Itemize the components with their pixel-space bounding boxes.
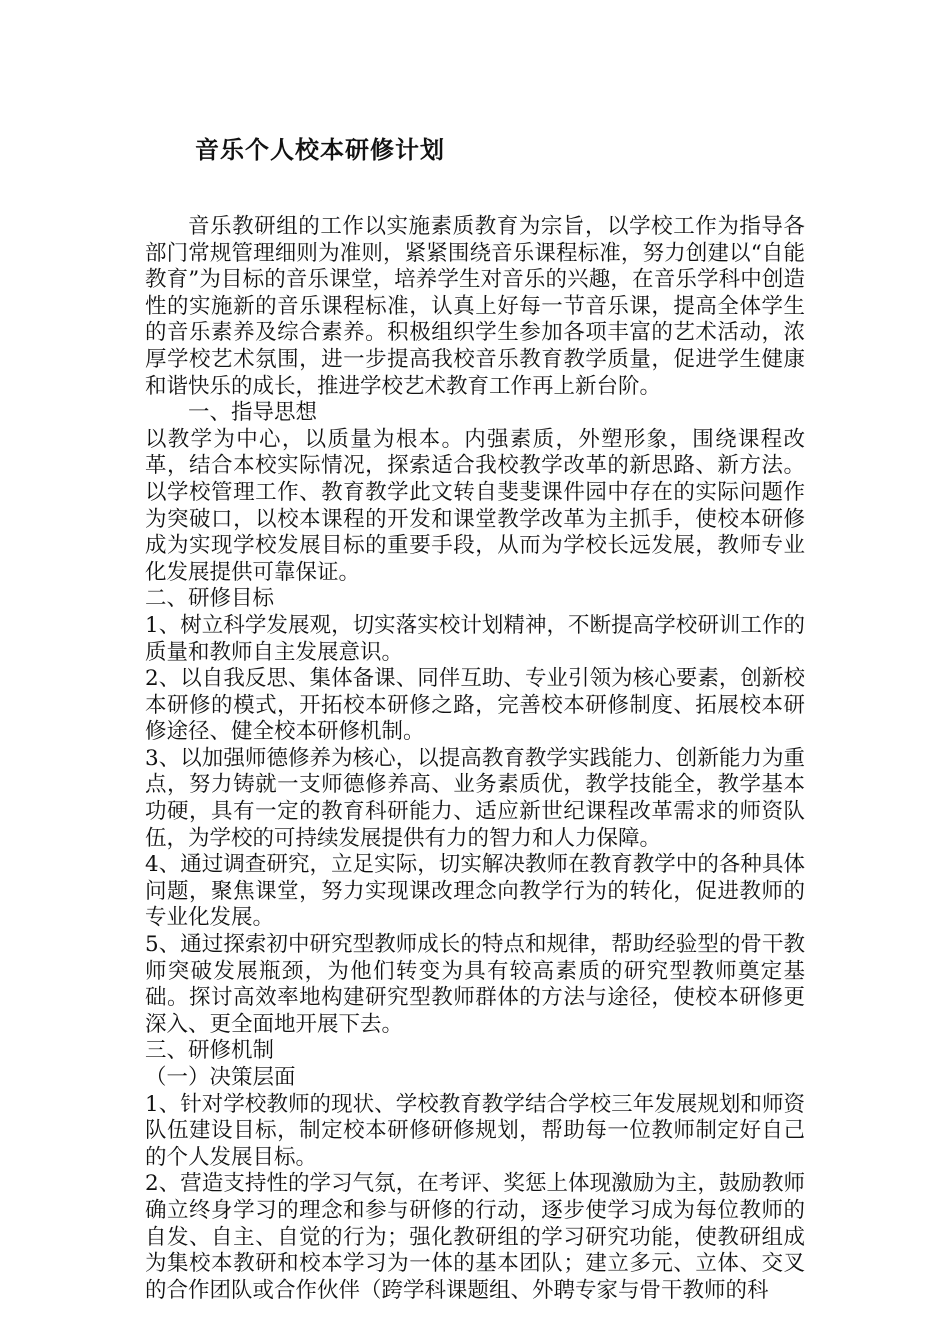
section-heading-study-goals: 二、研修目标 <box>145 586 275 612</box>
section-heading-study-mechanism: 三、研修机制 <box>145 1038 275 1064</box>
intro-paragraph: 音乐教研组的工作以实施素质教育为宗旨，以学校工作为指导各部门常规管理细则为准则，紧紧围绕音乐课程标准，努力创建以“自能教育”为目标的音乐课堂，培养学生对音乐的兴趣，在音乐学科中创造性的实施新的音乐课程标准，认真上好每一节音乐课，提高全体学生的音乐素养及综合素养。积极组织学生参加各项丰富的艺术活动，浓厚学校艺术氛围，进一步提高我校音乐教育教学质量，促进学生健康和谐快乐的成长，推进学校艺术教育工作再上新台阶。 <box>145 214 805 399</box>
mechanism-item-1: 1、针对学校教师的现状、学校教育教学结合学校三年发展规划和师资队伍建设目标，制定校本研修研修规划，帮助每一位教师制定好自己的个人发展目标。 <box>145 1091 805 1170</box>
goal-item-1: 1、树立科学发展观，切实落实校计划精神，不断提高学校研训工作的质量和教师自主发展意识。 <box>145 612 805 665</box>
goal-item-5: 5、通过探索初中研究型教师成长的特点和规律，帮助经验型的骨干教师突破发展瓶颈，为他们转变为具有较高素质的研究型教师奠定基础。探讨高效率地构建研究型教师群体的方法与途径，使校本研修更深入、更全面地开展下去。 <box>145 932 805 1037</box>
document-page <box>145 130 805 1304</box>
document-title: 音乐个人校本研修计划 <box>195 135 445 164</box>
goal-item-2: 2、以自我反思、集体备课、同伴互助、专业引领为核心要素，创新校本研修的模式，开拓校本研修之路，完善校本研修制度、拓展校本研修途径、健全校本研修机制。 <box>145 666 805 745</box>
guiding-ideology-paragraph: 以教学为中心，以质量为根本。内强素质，外塑形象，围绕课程改革，结合本校实际情况，探索适合我校教学改革的新思路、新方法。以学校管理工作、教育教学此文转自斐斐课件园中存在的实际问题作为突破口，以校本课程的开发和课堂教学改革为主抓手，使校本研修成为实现学校发展目标的重要手段，从而为学校长远发展，教师专业化发展提供可靠保证。 <box>145 426 805 585</box>
section-heading-guiding-ideology: 一、指导思想 <box>188 400 318 426</box>
goal-item-3: 3、以加强师德修养为核心，以提高教育教学实践能力、创新能力为重点，努力铸就一支师德修养高、业务素质优，教学技能全，教学基本功硬，具有一定的教育科研能力、适应新世纪课程改革需求的师资队伍，为学校的可持续发展提供有力的智力和人力保障。 <box>145 745 805 851</box>
goal-item-4: 4、通过调查研究，立足实际，切实解决教师在教育教学中的各种具体问题，聚焦课堂，努力实现课改理念向教学行为的转化，促进教师的专业化发展。 <box>145 852 805 931</box>
subsection-heading-decision-level: （一）决策层面 <box>145 1065 296 1090</box>
mechanism-item-2: 2、营造支持性的学习气氛，在考评、奖惩上体现激励为主，鼓励教师确立终身学习的理念和参与研修的行动，逐步使学习成为每位教师的自发、自主、自觉的行为；强化教研组的学习研究功能，使教研组成为集校本教研和校本学习为一体的基本团队；建立多元、立体、交叉的合作团队或合作伙伴（跨学科课题组、外聘专家与骨干教师的科 <box>145 1171 805 1303</box>
